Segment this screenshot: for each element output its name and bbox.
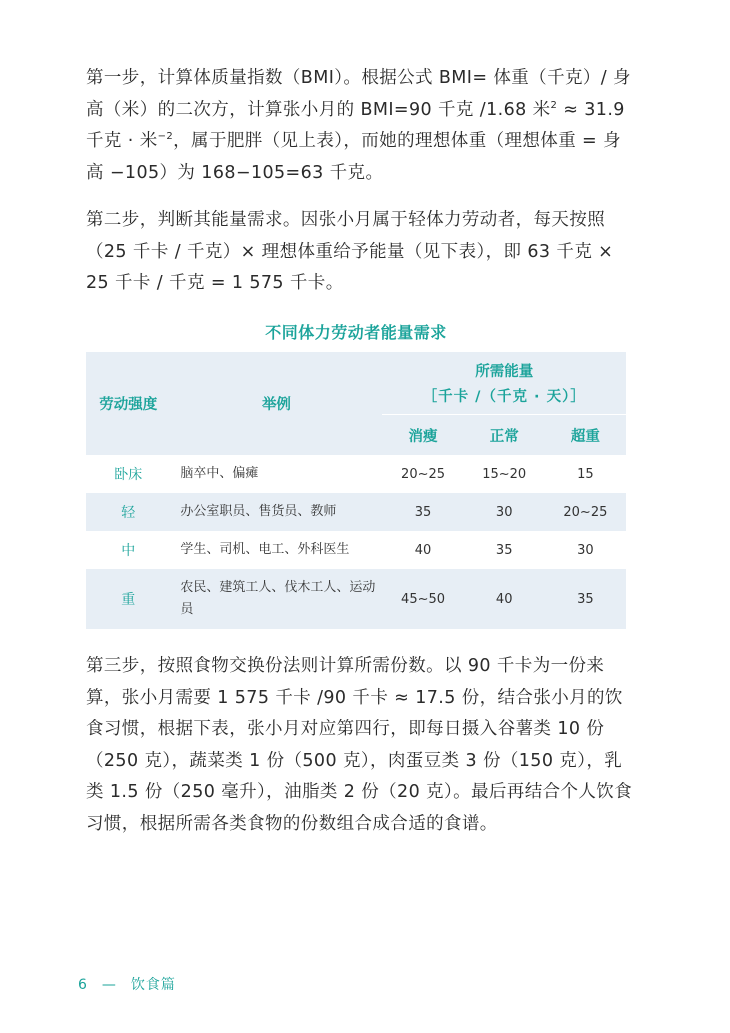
row-thin: 35: [382, 493, 463, 531]
table-row: [86, 455, 626, 493]
row-example: 学生、司机、电工、外科医生: [180, 542, 350, 557]
row-normal: 15~20: [482, 466, 527, 482]
step1-text-c: ，属于肥胖（见上表），而她的理想体重（理想体重 = 身高 −105）为 168−105=63 千克。: [86, 131, 621, 183]
row-normal: 40: [464, 569, 545, 629]
row-normal: 35: [495, 542, 513, 558]
row-normal: 30: [464, 493, 545, 531]
paragraph-step1: [86, 63, 638, 189]
table-row: [86, 531, 626, 569]
row-intensity: 轻: [86, 493, 170, 531]
table-row: [86, 569, 626, 629]
header-energy: [382, 352, 626, 415]
row-over: 15: [577, 466, 594, 482]
header-thin: 消瘦: [382, 415, 463, 456]
header-energy-label: 所需能量: [475, 364, 534, 380]
row-over: 20~25: [545, 493, 626, 531]
page-footer: [78, 974, 190, 994]
section-title: 饮食篇: [130, 977, 176, 993]
row-over: 35: [545, 569, 626, 629]
row-intensity: 中: [121, 543, 136, 559]
energy-table: [86, 352, 626, 629]
paragraph-step3: 第三步，按照食物交换份法则计算所需份数。以 90 千卡为一份来算，张小月需要 1 575 千卡 /90 千卡 ≈ 17.5 份，结合张小月的饮食习惯，根据下表，张小月对应第四行，即每日摄入谷薯类 10 份（250 克），蔬菜类 1 份（500 克），肉蛋豆类 3 份（150 克），乳类 1.5 份（250 毫升），油脂类 2 份（20 克）。最后再结合个人饮食习惯，根据所需各类食物的份数组合成合适的食谱。: [86, 656, 633, 834]
table-row: [86, 493, 626, 531]
step1-superscript-square: 2: [550, 99, 558, 111]
table-title: 不同体力劳动者能量需求: [265, 323, 447, 342]
table-header-row: [86, 352, 626, 415]
header-over: 超重: [545, 415, 626, 456]
page-number: 6: [78, 977, 88, 993]
step1-text-a: 第一步，计算体质量指数（BMI）。根据公式 BMI= 体重（千克）/ 身高（米）的二次方，计算张小月的 BMI=90 千克 /1.68 米: [86, 68, 631, 120]
step1-superscript-minus2: −2: [157, 131, 174, 143]
header-intensity: 劳动强度: [86, 352, 170, 455]
row-thin: 40: [414, 542, 432, 558]
footer-dash: —: [101, 977, 117, 993]
row-example: 脑卒中、偏瘫: [180, 466, 259, 481]
header-example: 举例: [170, 352, 382, 455]
paragraph-step2: 第二步，判断其能量需求。因张小月属于轻体力劳动者，每天按照（25 千卡 / 千克）× 理想体重给予能量（见下表），即 63 千克 × 25 千卡 / 千克 = 1 575 千卡。: [86, 210, 614, 293]
row-example: 农民、建筑工人、伐木工人、运动员: [170, 569, 382, 629]
header-energy-unit: ［千卡 /（千克 · 天）］: [422, 389, 586, 405]
row-example: 办公室职员、售货员、教师: [170, 493, 382, 531]
row-intensity: 重: [86, 569, 170, 629]
step1-text-b: ≈ 31.9 千克 · 米: [86, 99, 625, 151]
header-normal: 正常: [464, 415, 545, 456]
row-thin: 20~25: [401, 466, 446, 482]
row-intensity: 卧床: [114, 467, 143, 483]
row-thin: 45~50: [382, 569, 463, 629]
row-over: 30: [577, 542, 594, 558]
